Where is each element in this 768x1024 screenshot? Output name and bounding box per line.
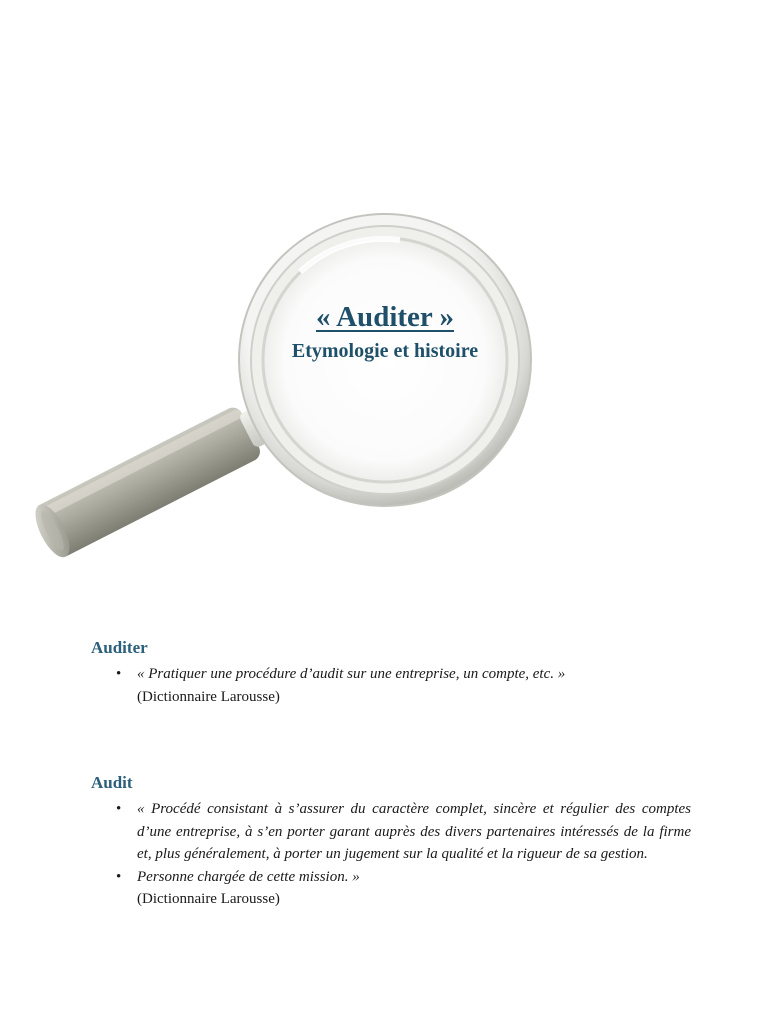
document-title: « Auditer » (315, 301, 455, 333)
definition-text: « Pratiquer une procédure d’audit sur une entreprise, un compte, etc. » (137, 666, 566, 682)
definition-list (91, 663, 691, 708)
title-block (240, 298, 530, 366)
definition-source: (Dictionnaire Larousse) (137, 688, 280, 705)
definition-text: Personne chargée de cette mission. » (137, 868, 360, 885)
section-heading: Audit (91, 773, 133, 792)
definition-item (91, 663, 691, 708)
section-heading: Auditer (91, 638, 148, 657)
bullet-icon: • (116, 801, 122, 817)
definition-item (91, 798, 691, 866)
section-auditer (91, 637, 691, 708)
document-subtitle: Etymologie et histoire (291, 340, 479, 362)
bullet-icon: • (116, 868, 122, 885)
definition-source: (Dictionnaire Larousse) (137, 891, 280, 907)
bullet-icon: • (116, 666, 122, 682)
definition-item (91, 866, 691, 911)
definition-text: « Procédé consistant à s’assurer du caractère complet, sincère et régulier des comptes d’une entreprise, à s’en porter garant auprès des divers partenaires intéressés de la firme et, plus généralement, à porter un jugement sur la qualité et la rigueur de sa gestion. (137, 801, 691, 862)
definition-list (91, 798, 691, 911)
section-audit (91, 772, 691, 911)
